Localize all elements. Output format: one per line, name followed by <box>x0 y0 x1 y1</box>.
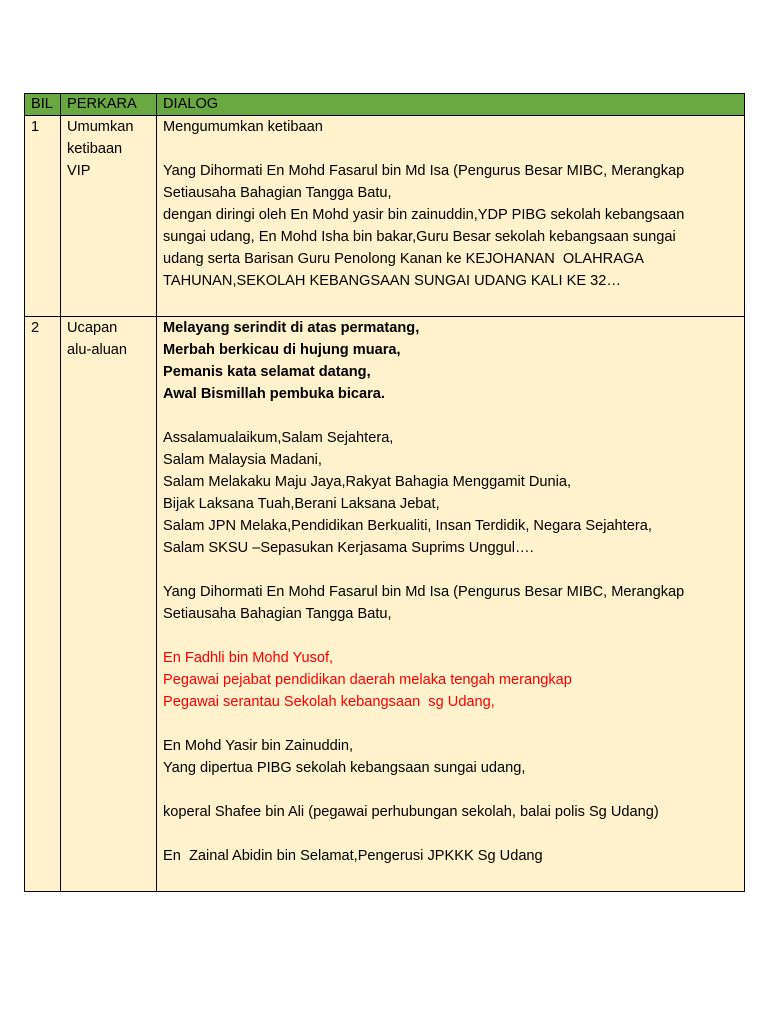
perkara-line: ketibaan <box>67 141 123 157</box>
vip-line: Yang dipertua PIBG sekolah kebangsaan sungai udang, <box>163 760 526 776</box>
header-bil: BIL <box>25 94 61 116</box>
greeting-line: Salam SKSU –Sepasukan Kerjasama Suprims Unggul…. <box>163 540 534 556</box>
bil-cell: 1 <box>25 116 61 317</box>
dialog-line: dengan diringi oleh En Mohd yasir bin zainuddin,YDP PIBG sekolah kebangsaan <box>163 207 685 223</box>
dialog-line: Setiausaha Bahagian Tangga Batu, <box>163 185 392 201</box>
dialog-line: udang serta Barisan Guru Penolong Kanan ke KEJOHANAN OLAHRAGA <box>163 251 645 267</box>
vip-line: Setiausaha Bahagian Tangga Batu, <box>163 606 392 622</box>
table-row <box>25 317 745 892</box>
perkara-line: VIP <box>67 163 91 179</box>
bil-cell: 2 <box>25 317 61 892</box>
vip-line: En Zainal Abidin bin Selamat,Pengerusi JPKKK Sg Udang <box>163 848 543 864</box>
greeting-line: Bijak Laksana Tuah,Berani Laksana Jebat, <box>163 496 440 512</box>
table-header <box>25 94 745 116</box>
dialog-cell <box>157 317 745 892</box>
perkara-cell <box>61 116 157 317</box>
perkara-cell <box>61 317 157 892</box>
event-script-table <box>24 93 745 892</box>
pantun-line: Pemanis kata selamat datang, <box>163 364 371 380</box>
header-dialog: DIALOG <box>157 94 745 116</box>
greeting-line: Salam JPN Melaka,Pendidikan Berkualiti, Insan Terdidik, Negara Sejahtera, <box>163 518 652 534</box>
dialog-line: Yang Dihormati En Mohd Fasarul bin Md Isa (Pengurus Besar MIBC, Merangkap <box>163 163 685 179</box>
greeting-line: Salam Melakaku Maju Jaya,Rakyat Bahagia Menggamit Dunia, <box>163 474 572 490</box>
dialog-line: sungai udang, En Mohd Isha bin bakar,Guru Besar sekolah kebangsaan sungai <box>163 229 676 245</box>
vip-line-highlighted: Pegawai serantau Sekolah kebangsaan sg Udang, <box>163 694 495 710</box>
dialog-text <box>163 116 738 292</box>
perkara-line: Umumkan <box>67 119 134 135</box>
header-row <box>25 94 745 116</box>
header-perkara: PERKARA <box>61 94 157 116</box>
vip-line: Yang Dihormati En Mohd Fasarul bin Md Isa (Pengurus Besar MIBC, Merangkap <box>163 584 685 600</box>
dialog-cell <box>157 116 745 317</box>
vip-line: koperal Shafee bin Ali (pegawai perhubungan sekolah, balai polis Sg Udang) <box>163 804 659 820</box>
dialog-intro: Mengumumkan ketibaan <box>163 119 323 135</box>
dialog-text <box>163 317 738 867</box>
dialog-line: TAHUNAN,SEKOLAH KEBANGSAAN SUNGAI UDANG KALI KE 32… <box>163 273 621 289</box>
pantun-line: Melayang serindit di atas permatang, <box>163 320 420 336</box>
perkara-line: Ucapan <box>67 320 118 336</box>
perkara-line: alu-aluan <box>67 342 128 358</box>
vip-line-highlighted: En Fadhli bin Mohd Yusof, <box>163 650 334 666</box>
greeting-line: Salam Malaysia Madani, <box>163 452 322 468</box>
vip-line-highlighted: Pegawai pejabat pendidikan daerah melaka tengah merangkap <box>163 672 572 688</box>
pantun-line: Merbah berkicau di hujung muara, <box>163 342 401 358</box>
table-row <box>25 116 745 317</box>
pantun-line: Awal Bismillah pembuka bicara. <box>163 386 385 402</box>
greeting-line: Assalamualaikum,Salam Sejahtera, <box>163 430 394 446</box>
vip-line: En Mohd Yasir bin Zainuddin, <box>163 738 354 754</box>
